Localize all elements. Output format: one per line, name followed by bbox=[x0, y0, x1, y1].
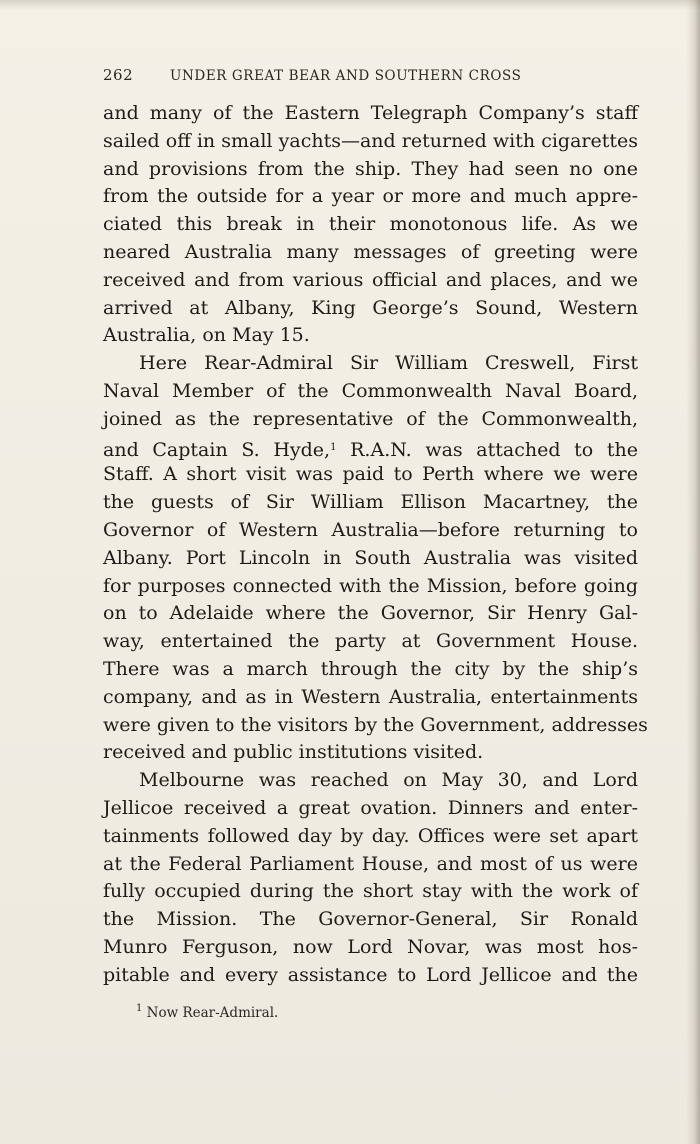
text-line: Staff. A short visit was paid to Perth where we were bbox=[103, 463, 638, 486]
text-line: company, and as in Western Australia, entertainments bbox=[103, 685, 638, 708]
text-line: Governor of Western Australia—before returning to bbox=[103, 518, 638, 541]
text-line: and many of the Eastern Telegraph Company’s staff bbox=[103, 102, 638, 124]
text-line: received and public institutions visited. bbox=[103, 741, 484, 764]
text-line: Albany. Port Lincoln in South Australia was visited bbox=[103, 546, 638, 569]
text-line: neared Australia many messages of greeting were bbox=[103, 240, 638, 263]
footnote-marker: 1 bbox=[136, 1003, 143, 1014]
running-header bbox=[103, 63, 643, 89]
text-line: for purposes connected with the Mission, before going bbox=[103, 574, 638, 597]
text-line-with-footnote bbox=[103, 434, 638, 462]
text-line: the Mission. The Governor-General, Sir Ronald bbox=[103, 908, 638, 931]
text-line: sailed off in small yachts—and returned with cigarettes bbox=[103, 129, 638, 152]
footnote-text: Now Rear-Admiral. bbox=[146, 1005, 279, 1021]
footnote-reference: 1 bbox=[330, 441, 337, 453]
text-line: Naval Member of the Commonwealth Naval Board, bbox=[103, 379, 638, 402]
text-line: Melbourne was reached on May 30, and Lord bbox=[139, 769, 638, 792]
page-number: 262 bbox=[103, 66, 134, 84]
text-line: ciated this break in their monotonous life. As we bbox=[103, 213, 638, 236]
page-edge-shadow bbox=[686, 0, 700, 1144]
footnote bbox=[136, 1003, 278, 1021]
text-line: pitable and every assistance to Lord Jellicoe and the bbox=[103, 963, 638, 986]
text-line: received and from various official and places, and we bbox=[103, 268, 638, 291]
text-line: There was a march through the city by the ship’s bbox=[103, 657, 638, 680]
text-line: Here Rear-Admiral Sir William Creswell, First bbox=[139, 352, 638, 375]
body-text bbox=[103, 100, 648, 990]
text-line: at the Federal Parliament House, and most of us were bbox=[103, 852, 638, 875]
running-title: UNDER GREAT BEAR AND SOUTHERN CROSS bbox=[170, 68, 522, 84]
text-line: tainments followed day by day. Offices were set apart bbox=[103, 824, 638, 847]
text-line: from the outside for a year or more and much appre- bbox=[103, 185, 638, 208]
text-line: and provisions from the ship. They had seen no one bbox=[103, 157, 638, 180]
text-fragment: and Captain S. Hyde, bbox=[103, 438, 331, 461]
text-line: Munro Ferguson, now Lord Novar, was most hos- bbox=[103, 935, 638, 958]
text-line: joined as the representative of the Commonwealth, bbox=[103, 407, 638, 430]
text-line: Jellicoe received a great ovation. Dinners and enter- bbox=[103, 796, 638, 819]
page-top-shadow bbox=[0, 0, 700, 10]
text-line: on to Adelaide where the Governor, Sir Henry Gal- bbox=[103, 602, 638, 625]
text-line: Australia, on May 15. bbox=[103, 324, 310, 347]
text-line: the guests of Sir William Ellison Macartney, the bbox=[103, 491, 638, 514]
text-line: arrived at Albany, King George’s Sound, Western bbox=[103, 296, 638, 319]
text-line: fully occupied during the short stay with the work of bbox=[103, 880, 638, 903]
text-fragment: R.A.N. was attached to the bbox=[350, 438, 638, 461]
text-line: way, entertained the party at Government House. bbox=[103, 630, 638, 653]
text-line: were given to the visitors by the Government, addresses bbox=[103, 713, 648, 736]
